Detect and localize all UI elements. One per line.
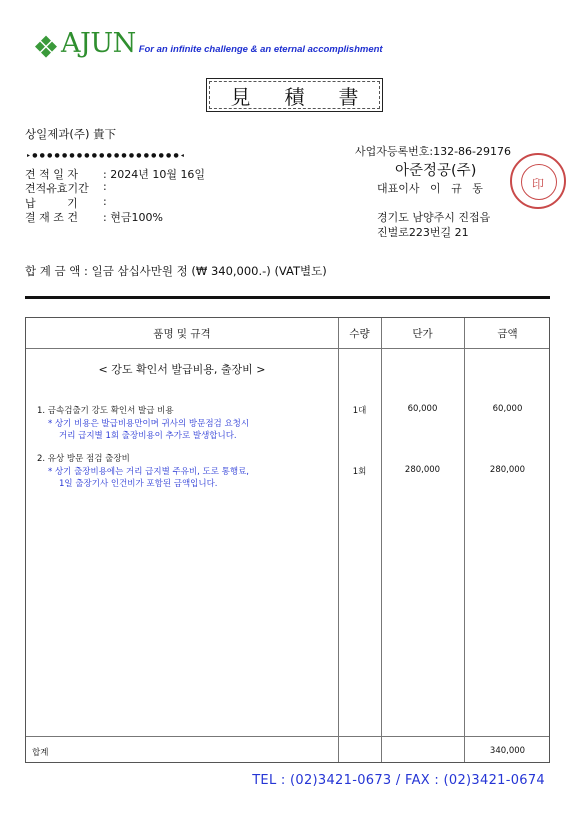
item-2-note-2: 1일 출장기사 인건비가 포함된 금액입니다. [59,479,218,489]
item-1-price: 60,000 [407,404,438,414]
delivery-value: : [103,195,107,208]
item-1-note-1: * 상기 비용은 발급비용만이며 귀사의 방문점검 요청시 [48,419,250,429]
header-item: 품명 및 규격 [153,327,211,340]
payment-label: 결 재 조 건 [25,211,78,224]
item-2-qty: 1회 [352,467,367,477]
clover-icon: ◆ ◆ ◆ ◆ [35,33,57,60]
dotted-divider: ▸●●●●●●●●●●●●●●●●●●●●◂ [27,152,187,159]
validity-value: : [103,180,107,193]
logo-text: AJUN [61,28,136,59]
item-1-amount: 60,000 [492,404,523,414]
company-tagline: For an infinite challenge & an eternal accomplishment [138,44,383,55]
item-1-name: 1. 금속검출기 강도 확인서 발급 비용 [37,406,174,416]
supplier-name: 아준정공(주) [395,163,477,179]
stamp-glyph: 印 [531,177,544,191]
contact-footer: TEL : (02)3421-0673 / FAX : (02)3421-0674 [252,773,545,788]
business-reg-no: 사업자등록번호:132-86-29176 [355,145,512,158]
company-seal-stamp [510,153,566,209]
item-1-qty: 1대 [352,406,367,416]
section-title: < 강도 확인서 발급비용, 출장비 > [98,363,266,376]
header-amount: 금액 [497,327,518,340]
document-title-box [206,78,393,112]
quote-table [25,317,550,763]
payment-value: : 현금100% [103,211,163,224]
header-price: 단가 [412,327,433,340]
recipient: 상일제과(주) 貴下 [25,127,117,141]
total-value: 340,000 [489,746,526,756]
supplier-address-2: 진벌로223번길 21 [377,226,469,239]
quote-date-value: : 2024년 10월 16일 [103,168,206,181]
supplier-ceo: 대표이사 이 규 동 [377,182,483,195]
total-label: 합계 [32,748,49,758]
item-2-amount: 280,000 [489,465,526,475]
item-2-price: 280,000 [404,465,441,475]
delivery-label: 납 기 [25,197,78,210]
quote-date-label: 견 적 일 자 [25,168,78,181]
item-2-note-1: * 상기 출장비용에는 거리 급지별 주유비, 도로 통행료, [48,467,250,477]
item-1-note-2: 거리 급지별 1회 출장비용이 추가로 발생합니다. [59,431,237,441]
item-2-name: 2. 유상 방문 점검 출장비 [37,454,130,464]
header-qty: 수량 [349,327,370,340]
validity-label: 견적유효기간 [25,182,89,195]
document-title: 見積書 [230,84,393,109]
company-logo [35,30,383,58]
thick-divider [25,296,550,299]
supplier-address-1: 경기도 남양주시 진접읍 [377,211,491,224]
total-amount-line: 합 계 금 액 : 일금 삼십사만원 정 (₩ 340,000.-) (VAT별도) [25,264,327,278]
